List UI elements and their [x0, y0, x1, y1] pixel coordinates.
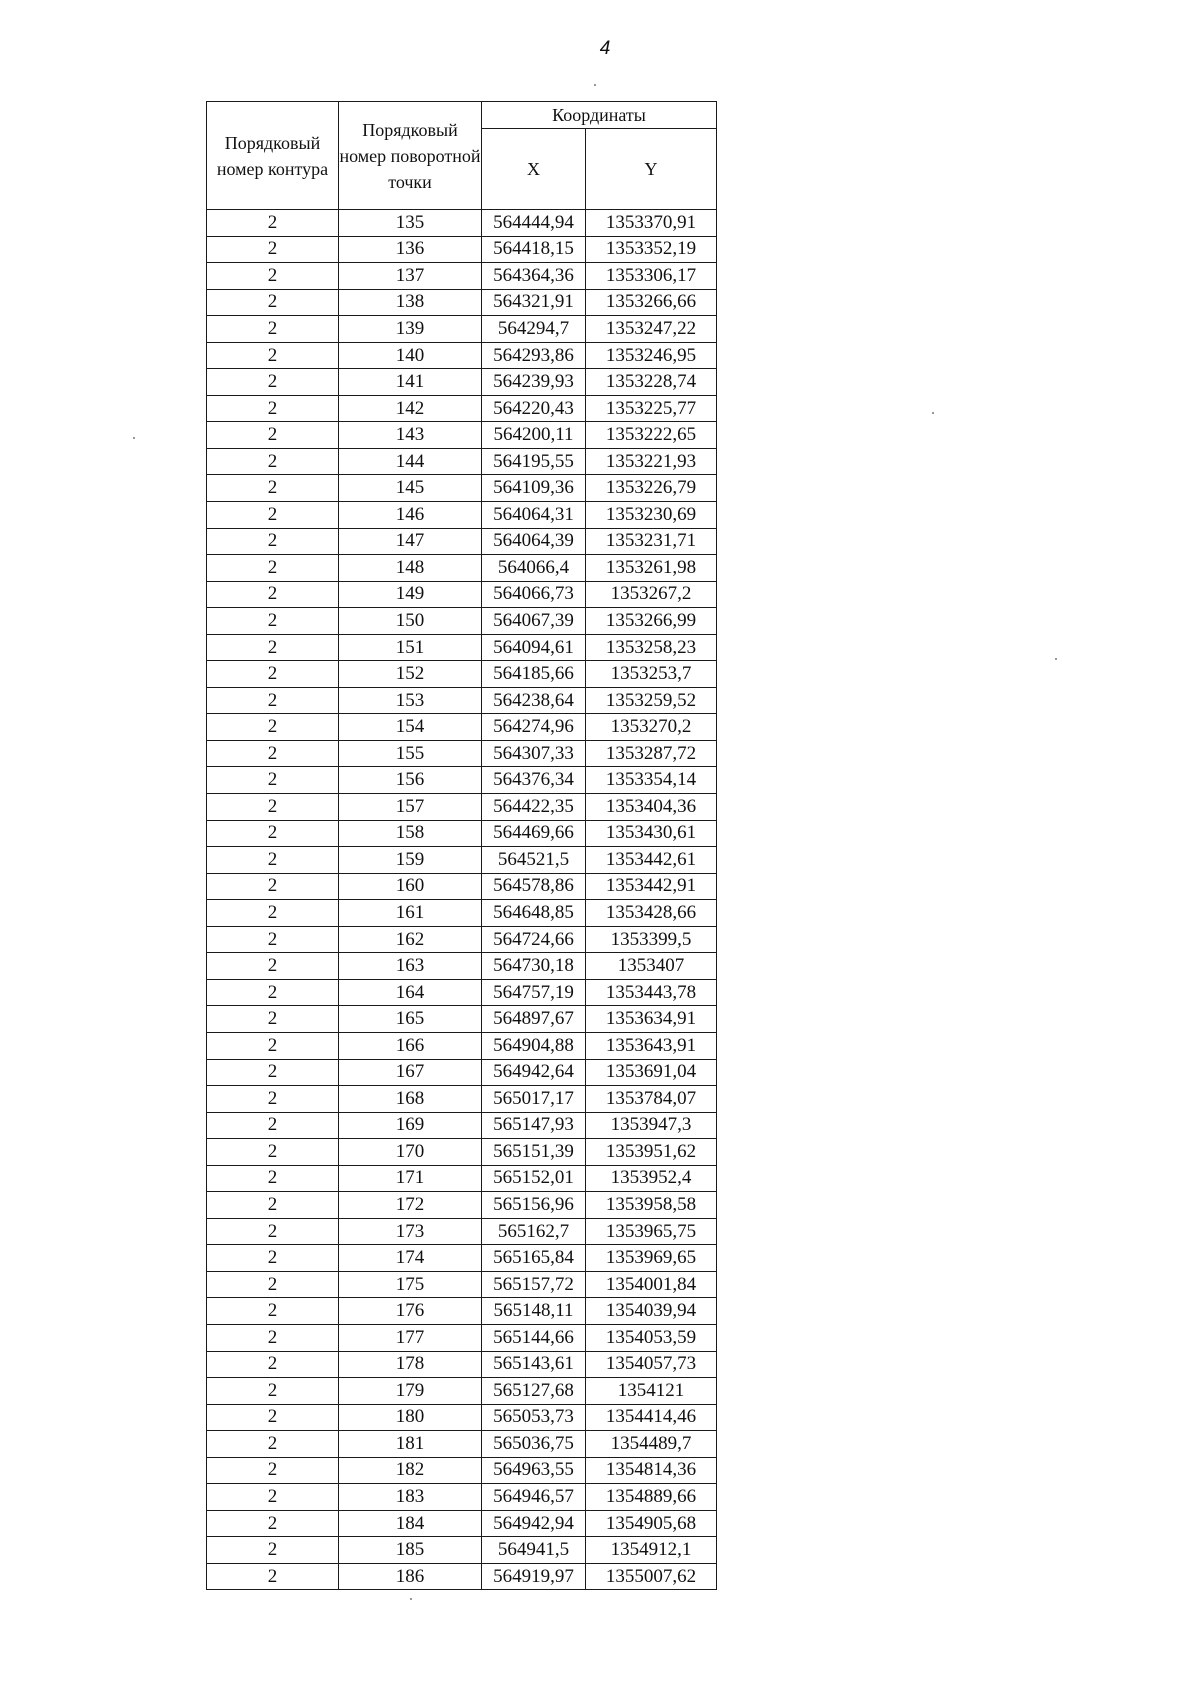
table-row	[207, 448, 717, 475]
table-row	[207, 820, 717, 847]
table-row	[207, 608, 717, 635]
point-number-cell: 138	[339, 289, 482, 316]
y-coordinate-cell: 1353442,91	[586, 873, 717, 900]
y-coordinate-cell: 1353266,99	[586, 608, 717, 635]
x-coordinate-cell: 564064,31	[482, 502, 586, 529]
point-number-cell: 136	[339, 236, 482, 263]
y-coordinate-cell: 1353399,5	[586, 926, 717, 953]
contour-number-cell: 2	[207, 475, 339, 502]
contour-number-cell: 2	[207, 740, 339, 767]
table-row	[207, 900, 717, 927]
y-coordinate-cell: 1353246,95	[586, 342, 717, 369]
y-coordinate-cell: 1354053,59	[586, 1324, 717, 1351]
y-coordinate-cell: 1353228,74	[586, 369, 717, 396]
x-coordinate-cell: 564418,15	[482, 236, 586, 263]
contour-number-cell: 2	[207, 1165, 339, 1192]
point-number-cell: 174	[339, 1245, 482, 1272]
contour-number-cell: 2	[207, 767, 339, 794]
contour-number-cell: 2	[207, 1324, 339, 1351]
point-number-cell: 184	[339, 1510, 482, 1537]
contour-number-cell: 2	[207, 1006, 339, 1033]
y-coordinate-cell: 1353354,14	[586, 767, 717, 794]
point-number-cell: 162	[339, 926, 482, 953]
contour-number-cell: 2	[207, 236, 339, 263]
scan-speck	[410, 1598, 412, 1600]
contour-number-cell: 2	[207, 1192, 339, 1219]
contour-number-cell: 2	[207, 661, 339, 688]
y-coordinate-cell: 1354912,1	[586, 1537, 717, 1564]
table-row	[207, 263, 717, 290]
point-number-cell: 180	[339, 1404, 482, 1431]
point-number-cell: 159	[339, 847, 482, 874]
x-coordinate-cell: 564307,33	[482, 740, 586, 767]
contour-number-cell: 2	[207, 528, 339, 555]
y-coordinate-cell: 1353230,69	[586, 502, 717, 529]
x-coordinate-cell: 564238,64	[482, 687, 586, 714]
table-row	[207, 740, 717, 767]
scan-speck	[1055, 658, 1057, 660]
contour-number-cell: 2	[207, 608, 339, 635]
y-coordinate-cell: 1353266,66	[586, 289, 717, 316]
contour-number-cell: 2	[207, 210, 339, 237]
y-coordinate-cell: 1354489,7	[586, 1431, 717, 1458]
y-coordinate-cell: 1354414,46	[586, 1404, 717, 1431]
table-row	[207, 1059, 717, 1086]
y-coordinate-cell: 1355007,62	[586, 1563, 717, 1590]
x-coordinate-cell: 565144,66	[482, 1324, 586, 1351]
x-coordinate-cell: 565147,93	[482, 1112, 586, 1139]
x-coordinate-cell: 564941,5	[482, 1537, 586, 1564]
table-row	[207, 926, 717, 953]
y-coordinate-cell: 1353287,72	[586, 740, 717, 767]
contour-number-cell: 2	[207, 1537, 339, 1564]
point-number-cell: 150	[339, 608, 482, 635]
table-row	[207, 422, 717, 449]
table-row	[207, 475, 717, 502]
point-number-cell: 186	[339, 1563, 482, 1590]
x-coordinate-cell: 564376,34	[482, 767, 586, 794]
y-coordinate-cell: 1353442,61	[586, 847, 717, 874]
point-number-cell: 185	[339, 1537, 482, 1564]
table-header	[207, 102, 717, 210]
point-number-cell: 164	[339, 979, 482, 1006]
contour-number-cell: 2	[207, 395, 339, 422]
x-coordinate-cell: 564321,91	[482, 289, 586, 316]
point-number-cell: 160	[339, 873, 482, 900]
contour-number-cell: 2	[207, 502, 339, 529]
contour-number-cell: 2	[207, 926, 339, 953]
point-number-cell: 145	[339, 475, 482, 502]
x-coordinate-cell: 565127,68	[482, 1378, 586, 1405]
x-coordinate-cell: 564067,39	[482, 608, 586, 635]
table-row	[207, 634, 717, 661]
point-number-cell: 140	[339, 342, 482, 369]
y-coordinate-cell: 1353430,61	[586, 820, 717, 847]
x-coordinate-cell: 565165,84	[482, 1245, 586, 1272]
contour-number-cell: 2	[207, 1298, 339, 1325]
contour-number-cell: 2	[207, 1404, 339, 1431]
y-coordinate-cell: 1353969,65	[586, 1245, 717, 1272]
contour-number-cell: 2	[207, 581, 339, 608]
page-number: 4	[599, 38, 611, 59]
x-coordinate-cell: 565143,61	[482, 1351, 586, 1378]
y-coordinate-cell: 1353443,78	[586, 979, 717, 1006]
y-coordinate-cell: 1353407	[586, 953, 717, 980]
table-row	[207, 502, 717, 529]
point-number-cell: 139	[339, 316, 482, 343]
coordinates-table	[206, 101, 717, 1590]
point-number-cell: 155	[339, 740, 482, 767]
y-coordinate-cell: 1354039,94	[586, 1298, 717, 1325]
point-number-cell: 166	[339, 1032, 482, 1059]
contour-number-cell: 2	[207, 820, 339, 847]
table-row	[207, 289, 717, 316]
y-coordinate-cell: 1353784,07	[586, 1086, 717, 1113]
x-coordinate-cell: 564364,36	[482, 263, 586, 290]
point-number-cell: 151	[339, 634, 482, 661]
point-number-cell: 178	[339, 1351, 482, 1378]
x-coordinate-cell: 564521,5	[482, 847, 586, 874]
table-row	[207, 369, 717, 396]
x-coordinate-cell: 564094,61	[482, 634, 586, 661]
header-point-number: Порядковый номер поворотной точки	[339, 102, 482, 210]
x-coordinate-cell: 565151,39	[482, 1139, 586, 1166]
y-coordinate-cell: 1354057,73	[586, 1351, 717, 1378]
point-number-cell: 176	[339, 1298, 482, 1325]
table-row	[207, 661, 717, 688]
x-coordinate-cell: 564919,97	[482, 1563, 586, 1590]
point-number-cell: 158	[339, 820, 482, 847]
x-coordinate-cell: 564109,36	[482, 475, 586, 502]
point-number-cell: 146	[339, 502, 482, 529]
x-coordinate-cell: 564578,86	[482, 873, 586, 900]
x-coordinate-cell: 564942,64	[482, 1059, 586, 1086]
contour-number-cell: 2	[207, 342, 339, 369]
point-number-cell: 169	[339, 1112, 482, 1139]
point-number-cell: 137	[339, 263, 482, 290]
contour-number-cell: 2	[207, 422, 339, 449]
point-number-cell: 165	[339, 1006, 482, 1033]
table-row	[207, 794, 717, 821]
x-coordinate-cell: 564730,18	[482, 953, 586, 980]
x-coordinate-cell: 564904,88	[482, 1032, 586, 1059]
x-coordinate-cell: 564066,73	[482, 581, 586, 608]
table-row	[207, 1298, 717, 1325]
y-coordinate-cell: 1353270,2	[586, 714, 717, 741]
contour-number-cell: 2	[207, 1431, 339, 1458]
contour-number-cell: 2	[207, 1510, 339, 1537]
contour-number-cell: 2	[207, 1245, 339, 1272]
y-coordinate-cell: 1353404,36	[586, 794, 717, 821]
y-coordinate-cell: 1354905,68	[586, 1510, 717, 1537]
header-contour-number: Порядковый номер контура	[207, 102, 339, 210]
x-coordinate-cell: 564942,94	[482, 1510, 586, 1537]
contour-number-cell: 2	[207, 847, 339, 874]
point-number-cell: 179	[339, 1378, 482, 1405]
contour-number-cell: 2	[207, 1139, 339, 1166]
x-coordinate-cell: 564274,96	[482, 714, 586, 741]
point-number-cell: 177	[339, 1324, 482, 1351]
point-number-cell: 172	[339, 1192, 482, 1219]
x-coordinate-cell: 564195,55	[482, 448, 586, 475]
point-number-cell: 142	[339, 395, 482, 422]
y-coordinate-cell: 1353947,3	[586, 1112, 717, 1139]
table-row	[207, 1404, 717, 1431]
contour-number-cell: 2	[207, 1059, 339, 1086]
x-coordinate-cell: 565157,72	[482, 1271, 586, 1298]
table-row	[207, 1271, 717, 1298]
point-number-cell: 157	[339, 794, 482, 821]
point-number-cell: 173	[339, 1218, 482, 1245]
x-coordinate-cell: 564469,66	[482, 820, 586, 847]
point-number-cell: 170	[339, 1139, 482, 1166]
table-row	[207, 1351, 717, 1378]
y-coordinate-cell: 1353226,79	[586, 475, 717, 502]
point-number-cell: 175	[339, 1271, 482, 1298]
y-coordinate-cell: 1353231,71	[586, 528, 717, 555]
table-row	[207, 395, 717, 422]
contour-number-cell: 2	[207, 794, 339, 821]
x-coordinate-cell: 564220,43	[482, 395, 586, 422]
y-coordinate-cell: 1353222,65	[586, 422, 717, 449]
point-number-cell: 147	[339, 528, 482, 555]
header-coordinates: Координаты	[482, 102, 717, 129]
y-coordinate-cell: 1353951,62	[586, 1139, 717, 1166]
table-row	[207, 581, 717, 608]
x-coordinate-cell: 565156,96	[482, 1192, 586, 1219]
point-number-cell: 135	[339, 210, 482, 237]
contour-number-cell: 2	[207, 1378, 339, 1405]
point-number-cell: 144	[339, 448, 482, 475]
x-coordinate-cell: 564293,86	[482, 342, 586, 369]
x-coordinate-cell: 564066,4	[482, 555, 586, 582]
contour-number-cell: 2	[207, 1112, 339, 1139]
table-row	[207, 847, 717, 874]
contour-number-cell: 2	[207, 873, 339, 900]
y-coordinate-cell: 1354121	[586, 1378, 717, 1405]
point-number-cell: 148	[339, 555, 482, 582]
point-number-cell: 143	[339, 422, 482, 449]
x-coordinate-cell: 564897,67	[482, 1006, 586, 1033]
point-number-cell: 156	[339, 767, 482, 794]
table-row	[207, 1112, 717, 1139]
y-coordinate-cell: 1354001,84	[586, 1271, 717, 1298]
contour-number-cell: 2	[207, 714, 339, 741]
table-row	[207, 528, 717, 555]
scan-speck	[594, 84, 596, 86]
contour-number-cell: 2	[207, 1032, 339, 1059]
table-row	[207, 767, 717, 794]
table-row	[207, 342, 717, 369]
table-row	[207, 1086, 717, 1113]
table-row	[207, 236, 717, 263]
table-row	[207, 1139, 717, 1166]
y-coordinate-cell: 1354814,36	[586, 1457, 717, 1484]
table-row	[207, 1324, 717, 1351]
table-row	[207, 1431, 717, 1458]
x-coordinate-cell: 564946,57	[482, 1484, 586, 1511]
y-coordinate-cell: 1353370,91	[586, 210, 717, 237]
point-number-cell: 171	[339, 1165, 482, 1192]
contour-number-cell: 2	[207, 289, 339, 316]
contour-number-cell: 2	[207, 1271, 339, 1298]
scan-speck	[932, 412, 934, 414]
table-row	[207, 1457, 717, 1484]
point-number-cell: 168	[339, 1086, 482, 1113]
header-y: Y	[586, 129, 717, 210]
x-coordinate-cell: 564185,66	[482, 661, 586, 688]
y-coordinate-cell: 1353267,2	[586, 581, 717, 608]
table-row	[207, 1006, 717, 1033]
table-row	[207, 1563, 717, 1590]
y-coordinate-cell: 1353352,19	[586, 236, 717, 263]
contour-number-cell: 2	[207, 900, 339, 927]
point-number-cell: 183	[339, 1484, 482, 1511]
contour-number-cell: 2	[207, 316, 339, 343]
table-body	[207, 210, 717, 1590]
contour-number-cell: 2	[207, 634, 339, 661]
contour-number-cell: 2	[207, 687, 339, 714]
contour-number-cell: 2	[207, 1457, 339, 1484]
table-row	[207, 687, 717, 714]
contour-number-cell: 2	[207, 448, 339, 475]
table-row	[207, 1165, 717, 1192]
table-row	[207, 714, 717, 741]
x-coordinate-cell: 565162,7	[482, 1218, 586, 1245]
contour-number-cell: 2	[207, 1086, 339, 1113]
y-coordinate-cell: 1353225,77	[586, 395, 717, 422]
table-row	[207, 979, 717, 1006]
point-number-cell: 167	[339, 1059, 482, 1086]
point-number-cell: 149	[339, 581, 482, 608]
table-row	[207, 873, 717, 900]
point-number-cell: 161	[339, 900, 482, 927]
y-coordinate-cell: 1353258,23	[586, 634, 717, 661]
y-coordinate-cell: 1353247,22	[586, 316, 717, 343]
y-coordinate-cell: 1353221,93	[586, 448, 717, 475]
table-row	[207, 1484, 717, 1511]
contour-number-cell: 2	[207, 953, 339, 980]
table-row	[207, 210, 717, 237]
table-row	[207, 1245, 717, 1272]
x-coordinate-cell: 565152,01	[482, 1165, 586, 1192]
contour-number-cell: 2	[207, 1484, 339, 1511]
x-coordinate-cell: 565017,17	[482, 1086, 586, 1113]
y-coordinate-cell: 1353952,4	[586, 1165, 717, 1192]
x-coordinate-cell: 564200,11	[482, 422, 586, 449]
contour-number-cell: 2	[207, 979, 339, 1006]
point-number-cell: 154	[339, 714, 482, 741]
y-coordinate-cell: 1353306,17	[586, 263, 717, 290]
table-row	[207, 1378, 717, 1405]
x-coordinate-cell: 564757,19	[482, 979, 586, 1006]
x-coordinate-cell: 565148,11	[482, 1298, 586, 1325]
x-coordinate-cell: 564963,55	[482, 1457, 586, 1484]
contour-number-cell: 2	[207, 263, 339, 290]
contour-number-cell: 2	[207, 1563, 339, 1590]
y-coordinate-cell: 1353958,58	[586, 1192, 717, 1219]
scan-speck	[133, 437, 135, 439]
y-coordinate-cell: 1353253,7	[586, 661, 717, 688]
contour-number-cell: 2	[207, 1218, 339, 1245]
x-coordinate-cell: 564064,39	[482, 528, 586, 555]
table-row	[207, 316, 717, 343]
point-number-cell: 182	[339, 1457, 482, 1484]
header-x: X	[482, 129, 586, 210]
table-row	[207, 555, 717, 582]
table-row	[207, 953, 717, 980]
y-coordinate-cell: 1353643,91	[586, 1032, 717, 1059]
contour-number-cell: 2	[207, 555, 339, 582]
y-coordinate-cell: 1353634,91	[586, 1006, 717, 1033]
point-number-cell: 153	[339, 687, 482, 714]
y-coordinate-cell: 1353259,52	[586, 687, 717, 714]
x-coordinate-cell: 565053,73	[482, 1404, 586, 1431]
table-row	[207, 1032, 717, 1059]
point-number-cell: 141	[339, 369, 482, 396]
table-row	[207, 1192, 717, 1219]
x-coordinate-cell: 564422,35	[482, 794, 586, 821]
point-number-cell: 152	[339, 661, 482, 688]
x-coordinate-cell: 565036,75	[482, 1431, 586, 1458]
y-coordinate-cell: 1353428,66	[586, 900, 717, 927]
x-coordinate-cell: 564648,85	[482, 900, 586, 927]
x-coordinate-cell: 564724,66	[482, 926, 586, 953]
point-number-cell: 163	[339, 953, 482, 980]
point-number-cell: 181	[339, 1431, 482, 1458]
x-coordinate-cell: 564294,7	[482, 316, 586, 343]
y-coordinate-cell: 1354889,66	[586, 1484, 717, 1511]
x-coordinate-cell: 564444,94	[482, 210, 586, 237]
y-coordinate-cell: 1353691,04	[586, 1059, 717, 1086]
y-coordinate-cell: 1353965,75	[586, 1218, 717, 1245]
y-coordinate-cell: 1353261,98	[586, 555, 717, 582]
table-row	[207, 1537, 717, 1564]
table-row	[207, 1510, 717, 1537]
x-coordinate-cell: 564239,93	[482, 369, 586, 396]
contour-number-cell: 2	[207, 369, 339, 396]
table-row	[207, 1218, 717, 1245]
contour-number-cell: 2	[207, 1351, 339, 1378]
